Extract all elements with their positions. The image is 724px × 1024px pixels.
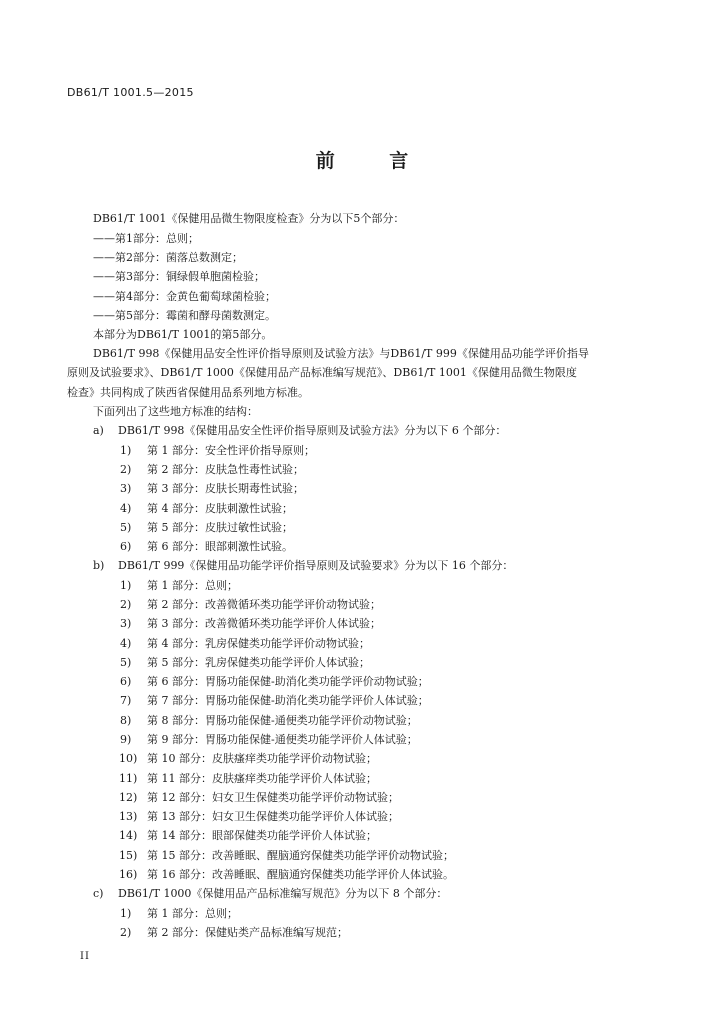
item-text: 第 4 部分：皮肤刺激性试验；: [147, 502, 293, 515]
item-number: 2): [120, 926, 132, 939]
item-text: 第 14 部分：眼部保健类功能学评价人体试验；: [147, 829, 377, 842]
list-intro: 下面列出了这些地方标准的结构：: [93, 405, 258, 418]
item-text: 第 8 部分：胃肠功能保健-通便类功能学评价动物试验；: [147, 714, 418, 727]
item-number: 1): [120, 444, 132, 457]
item-text: 第 1 部分：总则；: [147, 579, 238, 592]
part-item: ——第3部分：铜绿假单胞菌检验；: [93, 270, 265, 283]
item-number: 5): [120, 521, 132, 534]
part-item: ——第1部分：总则；: [93, 232, 199, 245]
item-text: 第 11 部分：皮肤瘙痒类功能学评价人体试验；: [147, 772, 377, 785]
item-text: 第 6 部分：胃肠功能保健-助消化类功能学评价动物试验；: [147, 675, 429, 688]
section-label: b): [93, 559, 105, 572]
section-label: c): [93, 887, 104, 900]
item-number: 6): [120, 540, 132, 553]
item-number: 6): [120, 675, 132, 688]
page-title: 前 言: [315, 150, 433, 172]
item-text: 第 16 部分：改善睡眠、醒脑通窍保健类功能学评价人体试验。: [147, 868, 454, 881]
item-number: 3): [120, 482, 132, 495]
item-number: 4): [120, 637, 132, 650]
item-text: 第 1 部分：安全性评价指导原则；: [147, 444, 315, 457]
part-item: ——第2部分：菌落总数测定；: [93, 251, 243, 264]
this-part-statement: 本部分为DB61/T 1001的第5部分。: [93, 328, 273, 341]
item-number: 13): [119, 810, 138, 823]
part-item: ——第4部分：金黄色葡萄球菌检验；: [93, 290, 276, 303]
item-text: 第 3 部分：改善微循环类功能学评价人体试验；: [147, 617, 381, 630]
document-code: DB61/T 1001.5—2015: [67, 86, 194, 99]
item-text: 第 5 部分：乳房保健类功能学评价人体试验；: [147, 656, 370, 669]
page-number: II: [80, 951, 90, 962]
item-number: 14): [119, 829, 138, 842]
intro-line: DB61/T 1001《保健用品微生物限度检查》分为以下5个部分：: [93, 212, 405, 225]
item-number: 9): [120, 733, 132, 746]
item-text: 第 10 部分：皮肤瘙痒类功能学评价动物试验；: [147, 752, 377, 765]
item-number: 5): [120, 656, 132, 669]
item-number: 10): [119, 752, 138, 765]
part-item: ——第5部分：霉菌和酵母菌数测定。: [93, 309, 276, 322]
item-text: 第 2 部分：改善微循环类功能学评价动物试验；: [147, 598, 381, 611]
item-number: 1): [120, 579, 132, 592]
item-text: 第 6 部分：眼部刺激性试验。: [147, 540, 293, 553]
section-label: a): [93, 424, 104, 437]
item-text: 第 1 部分：总则；: [147, 907, 238, 920]
item-number: 7): [120, 694, 132, 707]
item-number: 8): [120, 714, 132, 727]
paragraph-line: 检查》共同构成了陕西省保健用品系列地方标准。: [67, 386, 309, 399]
item-number: 2): [120, 598, 132, 611]
item-text: 第 9 部分：胃肠功能保健-通便类功能学评价人体试验；: [147, 733, 418, 746]
item-text: 第 4 部分：乳房保健类功能学评价动物试验；: [147, 637, 370, 650]
paragraph-line: DB61/T 998《保健用品安全性评价指导原则及试验方法》与DB61/T 999《保健用品功能学评价指导: [93, 347, 589, 360]
item-number: 16): [119, 868, 138, 881]
item-text: 第 15 部分：改善睡眠、醒脑通窍保健类功能学评价动物试验；: [147, 849, 454, 862]
item-number: 3): [120, 617, 132, 630]
paragraph-line: 原则及试验要求》、DB61/T 1000《保健用品产品标准编写规范》、DB61/T 1001《保健用品微生物限度: [67, 366, 577, 379]
item-text: 第 13 部分：妇女卫生保健类功能学评价人体试验；: [147, 810, 399, 823]
item-number: 11): [119, 772, 138, 785]
item-text: 第 2 部分：保健贴类产品标准编写规范；: [147, 926, 348, 939]
item-number: 15): [119, 849, 138, 862]
item-text: 第 12 部分：妇女卫生保健类功能学评价动物试验；: [147, 791, 399, 804]
item-text: 第 5 部分：皮肤过敏性试验；: [147, 521, 293, 534]
item-number: 1): [120, 907, 132, 920]
item-text: 第 2 部分：皮肤急性毒性试验；: [147, 463, 304, 476]
section-text: DB61/T 999《保健用品功能学评价指导原则及试验要求》分为以下 16 个部分：: [118, 559, 514, 572]
section-text: DB61/T 1000《保健用品产品标准编写规范》分为以下 8 个部分：: [118, 887, 448, 900]
item-text: 第 7 部分：胃肠功能保健-助消化类功能学评价人体试验；: [147, 694, 429, 707]
item-text: 第 3 部分：皮肤长期毒性试验；: [147, 482, 304, 495]
item-number: 2): [120, 463, 132, 476]
item-number: 4): [120, 502, 132, 515]
item-number: 12): [119, 791, 138, 804]
section-text: DB61/T 998《保健用品安全性评价指导原则及试验方法》分为以下 6 个部分：: [118, 424, 507, 437]
